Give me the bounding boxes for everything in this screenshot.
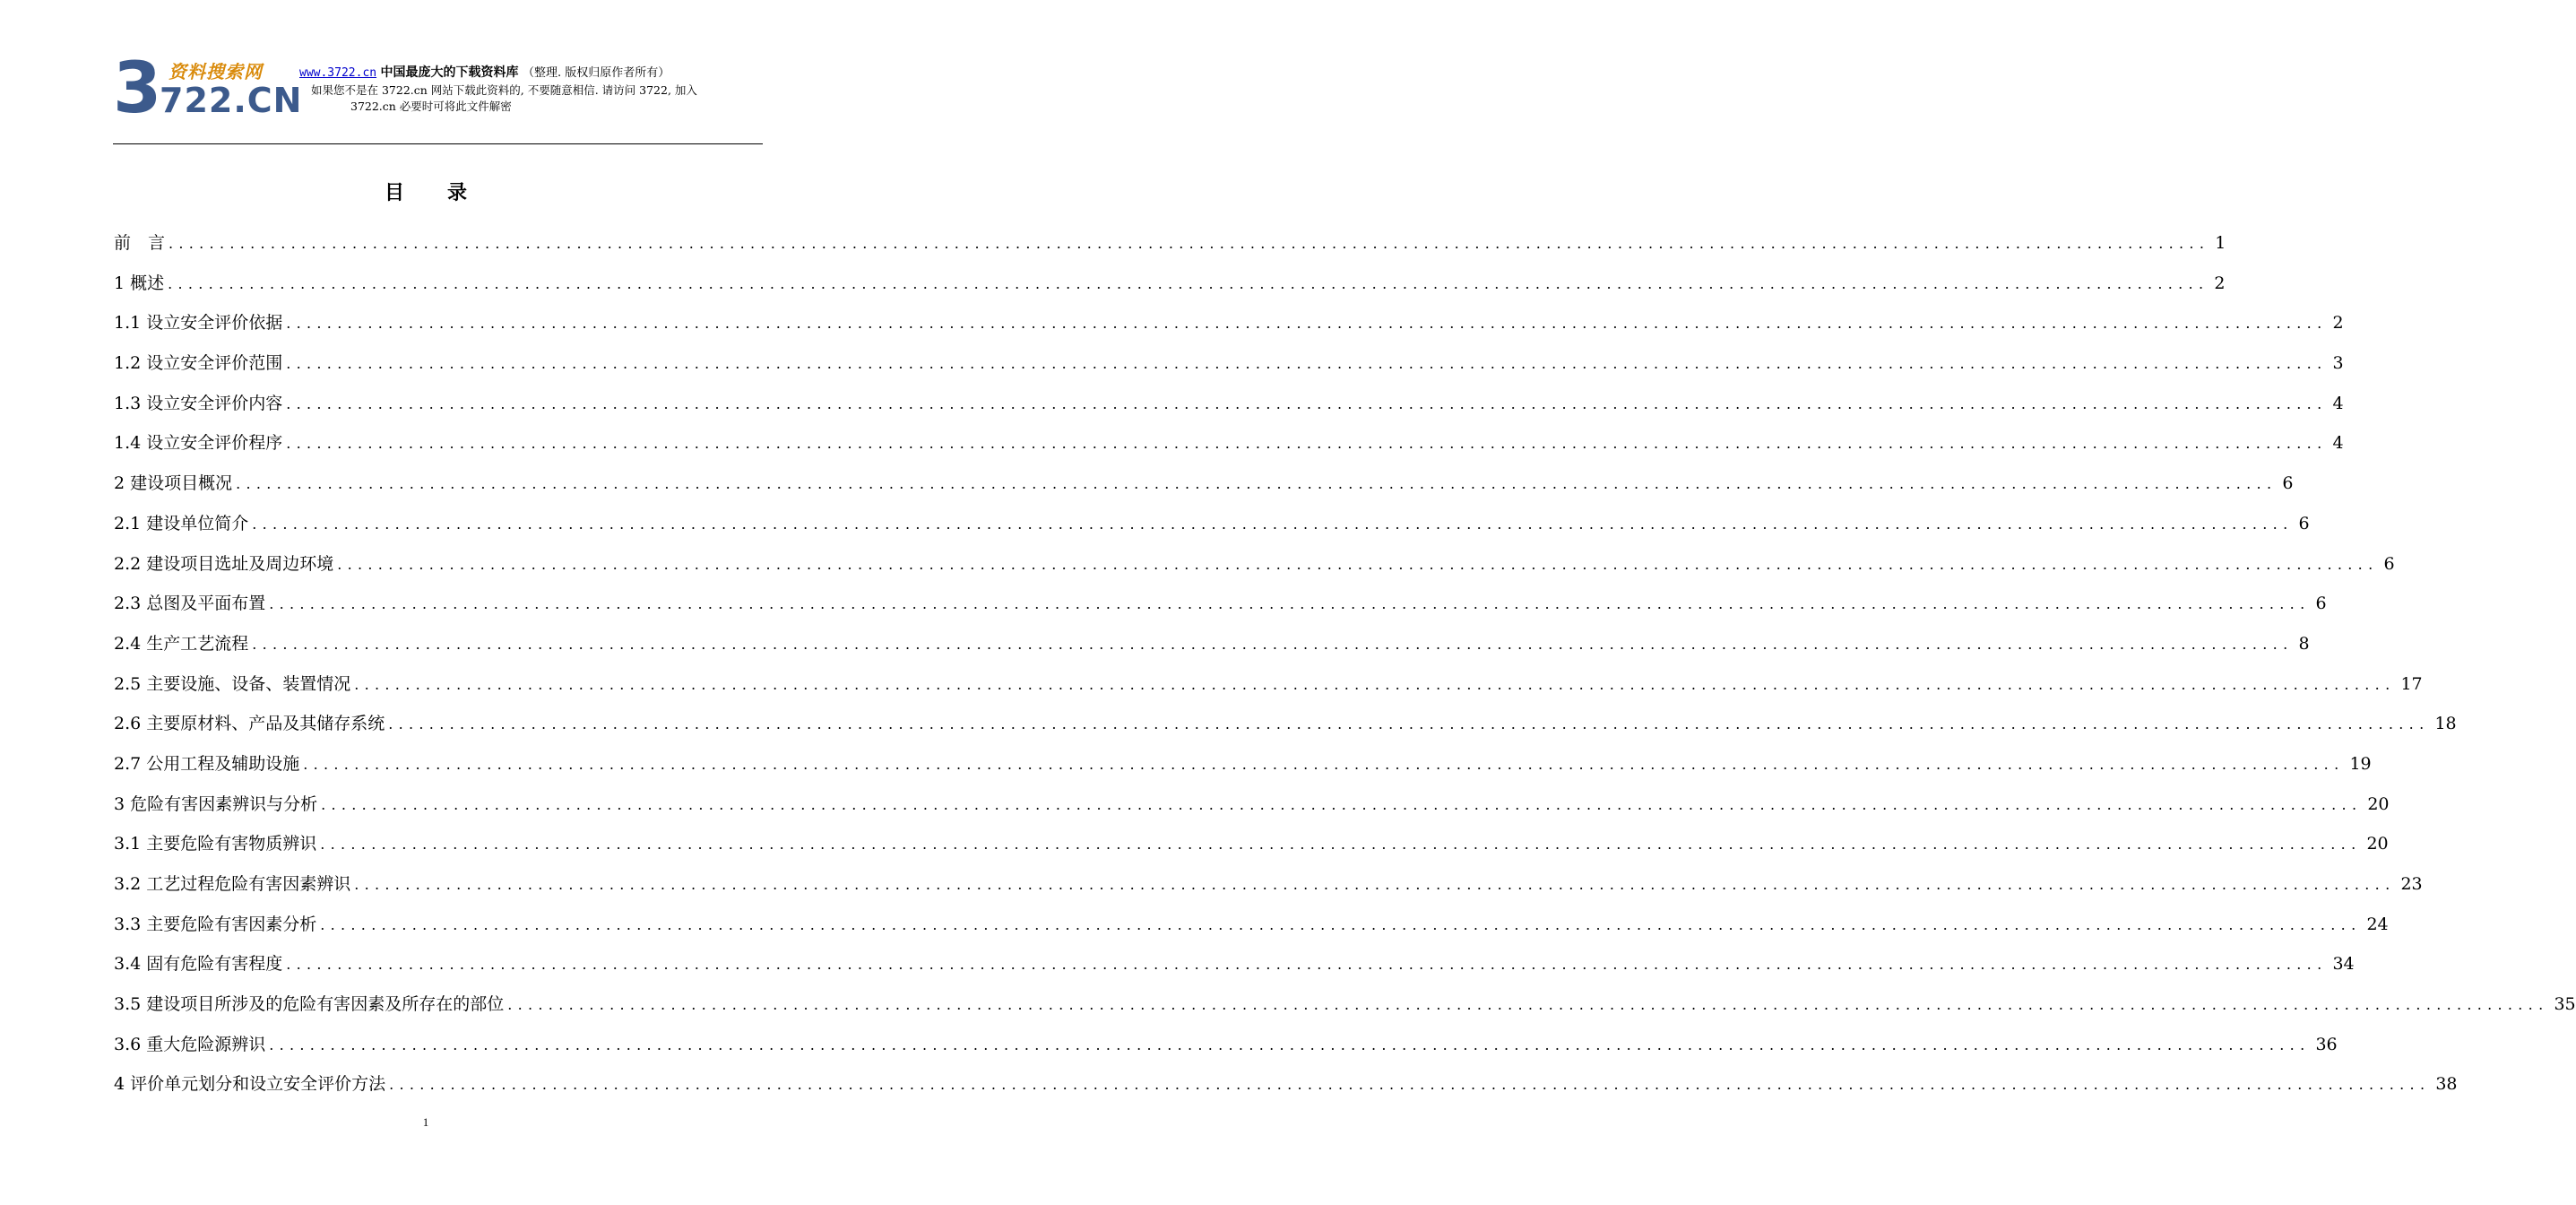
toc-entry-label: 2.4 生产工艺流程 [114,633,249,654]
toc-entry-page: 4 [2332,433,2344,454]
toc-leader-dots: ........................................................................................................................................................................................................ [507,996,2549,1014]
site-link[interactable]: www.3722.cn [299,66,377,80]
toc-leader-dots: ........................................................................................................................................................................................................ [286,394,2328,412]
toc-entry[interactable] [114,550,2395,591]
toc-entry-page: 36 [2315,1034,2338,1054]
toc-entry[interactable] [114,1071,2458,1111]
header-copyright-note: （整理. 版权归原作者所有） [523,66,670,80]
toc-entry-page: 23 [2400,874,2423,894]
toc-leader-dots: ........................................................................................................................................................................................................ [169,235,2210,252]
toc-leader-dots: ........................................................................................................................................................................................................ [388,715,2430,733]
toc-entry-label: 2.5 主要设施、设备、装置情况 [114,673,351,694]
toc-leader-dots: ........................................................................................................................................................................................................ [354,675,2396,693]
toc-entry-label: 2 建设项目概况 [114,473,233,494]
toc-entry-page: 8 [2298,633,2310,654]
toc-entry[interactable] [114,710,2457,750]
toc-entry-page: 34 [2332,954,2355,975]
toc-entry-label: 3.3 主要危险有害因素分析 [114,914,317,934]
toc-leader-dots: ........................................................................................................................................................................................................ [320,915,2362,933]
toc-leader-dots: ........................................................................................................................................................................................................ [252,515,2294,533]
toc-leader-dots: ........................................................................................................................................................................................................ [286,315,2328,333]
toc-entry[interactable] [114,510,2310,550]
toc-entry-label: 4 评价单元划分和设立安全评价方法 [114,1074,386,1095]
toc-entry[interactable] [114,791,2390,831]
toc-leader-dots: ........................................................................................................................................................................................................ [337,555,2379,573]
toc-entry-label: 3.4 固有危险有害程度 [114,954,283,975]
toc-entry[interactable] [114,470,2294,510]
toc-entry-page: 17 [2400,673,2423,694]
toc-entry-page: 6 [2298,513,2310,533]
toc-entry[interactable] [114,830,2389,871]
toc-leader-dots: ........................................................................................................................................................................................................ [303,755,2345,773]
toc-title: 目录 [384,182,510,204]
toc-leader-dots: ........................................................................................................................................................................................................ [286,956,2328,974]
toc-entry-label: 2.7 公用工程及辅助设施 [114,753,300,774]
toc-leader-dots: ........................................................................................................................................................................................................ [252,635,2294,653]
toc-entry-page: 18 [2434,714,2457,734]
toc-entry[interactable] [114,950,2355,991]
toc-entry[interactable] [114,871,2423,911]
header-headline [299,63,670,81]
toc-entry-page: 1 [2215,233,2226,253]
toc-entry-page: 24 [2366,914,2389,934]
toc-leader-dots: ........................................................................................................................................................................................................ [320,836,2362,854]
page-number: 1 [422,1115,429,1129]
toc-entry-label: 1.2 设立安全评价范围 [114,353,283,374]
header-notice-line2: 3722.cn 必要时可将此文件解密 [350,100,512,113]
toc-entry[interactable] [114,671,2423,711]
toc-entry-page: 3 [2332,353,2344,374]
toc-entry-label: 3.6 重大危险源辨识 [114,1034,266,1054]
toc-entry[interactable] [114,590,2327,630]
toc-entry[interactable] [114,630,2310,671]
site-logo[interactable] [113,48,303,129]
toc-leader-dots: ........................................................................................................................................................................................................ [286,435,2328,453]
toc-leader-dots: ........................................................................................................................................................................................................ [389,1076,2431,1094]
toc-entry-label: 1.1 设立安全评价依据 [114,313,283,334]
toc-entry[interactable] [114,1031,2338,1071]
toc-entry-page: 6 [2315,594,2327,614]
header-divider [113,143,763,144]
toc-entry-page: 20 [2367,793,2390,814]
table-of-contents [114,230,2576,1111]
toc-entry-label: 3.5 建设项目所涉及的危险有害因素及所存在的部位 [114,994,505,1015]
toc-entry-page: 2 [2332,313,2344,334]
toc-entry-page: 6 [2282,473,2294,494]
toc-entry[interactable] [114,429,2344,470]
toc-entry-label: 2.1 建设单位简介 [114,513,249,533]
header-headline-text: 中国最庞大的下载资料库 [380,65,519,80]
toc-entry[interactable] [114,270,2226,310]
toc-entry-page: 19 [2349,753,2372,774]
logo-domain: 722.CN [160,81,303,120]
toc-entry-label: 3.1 主要危险有害物质辨识 [114,834,317,854]
toc-leader-dots: ........................................................................................................................................................................................................ [269,595,2311,613]
toc-entry-label: 2.2 建设项目选址及周边环境 [114,553,334,574]
toc-entry[interactable] [114,350,2344,390]
toc-entry[interactable] [114,390,2344,430]
toc-entry-label: 1.3 设立安全评价内容 [114,393,283,413]
toc-entry-label: 3.2 工艺过程危险有害因素辨识 [114,874,351,894]
toc-entry-label: 1.4 设立安全评价程序 [114,433,283,454]
toc-entry-page: 20 [2366,834,2389,854]
toc-entry-label: 2.3 总图及平面布置 [114,594,266,614]
toc-entry[interactable] [114,911,2389,951]
toc-entry[interactable] [114,750,2372,791]
toc-entry-label: 前 言 [114,233,166,253]
toc-leader-dots: ........................................................................................................................................................................................................ [354,876,2396,893]
toc-entry[interactable] [114,309,2344,350]
toc-leader-dots: ........................................................................................................................................................................................................ [321,795,2363,813]
toc-entry-page: 4 [2332,393,2344,413]
toc-leader-dots: ........................................................................................................................................................................................................ [286,355,2328,373]
toc-entry-page: 35 [2554,994,2576,1015]
toc-entry[interactable] [114,230,2226,270]
logo-tagline: 资料搜索网 [169,61,263,82]
header-notice-line1: 如果您不是在 3722.cn 网站下载此资料的, 不要随意相信. 请访问 3722, 加入 [311,83,697,97]
toc-entry[interactable] [114,991,2576,1031]
toc-leader-dots: ........................................................................................................................................................................................................ [168,274,2209,292]
toc-entry-label: 3 危险有害因素辨识与分析 [114,793,318,814]
toc-entry-page: 2 [2214,273,2226,293]
toc-entry-page: 6 [2383,553,2395,574]
toc-entry-label: 2.6 主要原材料、产品及其储存系统 [114,714,385,734]
toc-leader-dots: ........................................................................................................................................................................................................ [269,1036,2311,1053]
toc-entry-page: 38 [2435,1074,2458,1095]
toc-entry-label: 1 概述 [114,273,165,293]
logo-digit: 3 [113,48,162,129]
toc-leader-dots: ........................................................................................................................................................................................................ [236,475,2278,493]
